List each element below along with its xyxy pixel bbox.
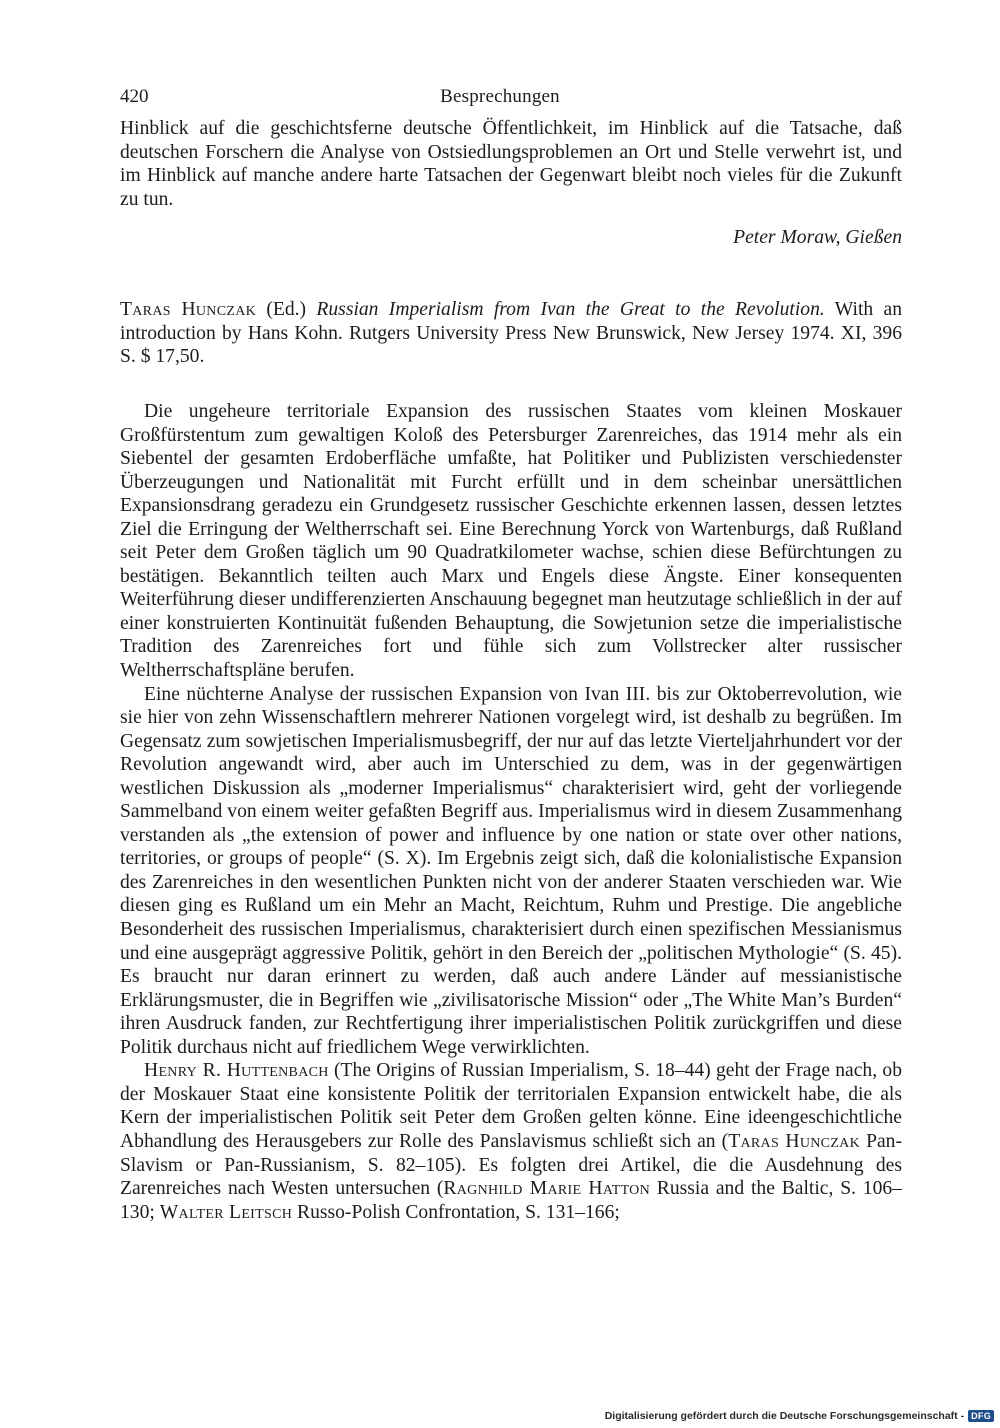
author-name: Walter Leitsch bbox=[159, 1201, 293, 1223]
paragraph-text: Pan-Slavism or Pan-Russianism, S. 82–105). Es folgten drei Artikel, die die Ausdehnung des Zarenreiches nach Westen untersuchen ( bbox=[120, 1130, 902, 1200]
author-name: Henry R. Huttenbach bbox=[144, 1060, 329, 1082]
paragraph-text: Russia and the Baltic, S. 106–130; bbox=[120, 1178, 902, 1223]
review-paragraph-3 bbox=[120, 1059, 902, 1224]
bibliographic-citation bbox=[120, 298, 902, 369]
paragraph-text: Russo-Polish Confrontation, S. 131–166; bbox=[292, 1201, 620, 1223]
funding-note: Digitalisierung gefördert durch die Deutsche Forschungsgemeinschaft - bbox=[604, 1410, 965, 1422]
publication-info: With an introduction by Hans Kohn. Rutgers University Press New Brunswick, New Jersey 1974. XI, 396 S. $ 17,50. bbox=[120, 299, 903, 368]
bibliographic-entry bbox=[120, 298, 902, 369]
page-number: 420 bbox=[120, 86, 149, 107]
dfg-logo: DFG bbox=[968, 1410, 994, 1422]
carryover-paragraph: Hinblick auf die geschichtsferne deutsche Öffentlichkeit, im Hinblick auf die Tatsache, daß deutschen Forschern die Analyse von Ostsiedlungsproblemen an Ort und Stelle verwehrt ist, und im Hinblick auf manche andere harte Tatsachen der Gegenwart bleibt noch vieles für die Zukunft zu tun. bbox=[120, 118, 902, 210]
running-head: Besprechungen bbox=[440, 86, 560, 107]
author-name: Taras Hunczak bbox=[728, 1130, 860, 1152]
review-paragraph-1: Die ungeheure territoriale Expansion des russischen Staates vom kleinen Moskauer Großfürstentum zum gewaltigen Koloß des Petersburger Zarenreiches, das 1914 mehr als ein Siebentel der gesamten Erdoberfläche umfaßte, hat Politiker und Publizisten verschiedenster Überzeugungen und Nationalität mit Furcht erfüllt und in dem scheinbar unersättlichen Expansionsdrang geradezu ein Grundgesetz russischer Geschichte erkennen lassen, dessen letztes Ziel die Erringung der Weltherrschaft sei. Eine Berechnung Yorck von Wartenburgs, daß Rußland seit Peter dem Großen täglich um 90 Quadratkilometer wachse, schien diese Befürchtungen zu bestätigen. Bekanntlich teilten auch Marx und Engels diese Ängste. Einer konsequenten Weiterführung dieser undifferenzierten Anschauung begegnet man heutzutage schließlich in der auf einer konstruierten Kontinuität fußenden Behauptung, die Sowjetunion setze die imperialistische Tradition des Zarenreiches fort und fühle sich zum Vollstrecker alter russischer Weltherrschaftspläne berufen. bbox=[120, 401, 902, 682]
editor-role: (Ed.) bbox=[256, 299, 317, 320]
author-name: Ragnhild Marie Hatton bbox=[443, 1178, 650, 1200]
reviewer-signature: Peter Moraw, Gießen bbox=[733, 227, 902, 248]
book-title: Russian Imperialism from Ivan the Great to the Revolution. bbox=[316, 299, 825, 320]
paragraph-text: (The Origins of Russian Imperialism, S. 18–44) geht der Frage nach, ob der Moskauer Staat eine konsistente Politik der territorialen Expansion entwickelt habe, die als Kern der imperialistischen Politik seit Peter dem Großen gelten könne. Eine ideengeschichtliche Abhandlung des Herausgebers zur Rolle des Panslavismus schließt sich an ( bbox=[120, 1060, 902, 1152]
review-body bbox=[120, 400, 902, 1224]
previous-review-closing-paragraph bbox=[120, 117, 902, 211]
digitization-footer bbox=[605, 1410, 994, 1422]
editor-name: Taras Hunczak bbox=[120, 299, 257, 320]
review-paragraph-2: Eine nüchterne Analyse der russischen Expansion von Ivan III. bis zur Oktoberrevolution, wie sie hier von zehn Wissenschaftlern mehrerer Nationen vorgelegt wird, ist deshalb zu begrüßen. Im Gegensatz zum sowjetischen Imperialismusbegriff, der nur auf das letzte Vierteljahrhundert vor der Revolution angewandt wird, aber auch im Unterschied zu dem, was in der gegenwärtigen westlichen Diskussion als „moderner Imperialismus“ charakterisiert wird, geht der vorliegende Sammelband von einem weiter gefaßten Begriff aus. Imperialismus wird in diesem Zusammenhang verstanden als „the extension of power and influence by one nation or state over other nations, territories, or groups of people“ (S. X). Im Ergebnis zeigt sich, daß die kolonialistische Expansion des Zarenreiches in den wesentlichen Punkten nicht von der anderer Staaten verschieden war. Wie diesen ging es Rußland um ein Mehr an Macht, Reichtum, Ruhm und Prestige. Die angebliche Besonderheit des russischen Imperialismus, charakterisiert durch einen spezifischen Messianismus und eine ausgeprägt aggressive Politik, gehört in den Bereich der „politischen Mythologie“ (S. 45). Es braucht nur daran erinnert zu werden, daß auch andere Länder auf messianistische Erklärungsmuster, die in Begriffen wie „zivilisatorische Mission“ oder „The White Man’s Burden“ ihren Ausdruck fanden, zur Rechtfertigung ihrer imperialistischen Politik zurückgriffen und diese Politik durchaus nicht auf friedlichem Wege verwirklichten. bbox=[120, 683, 902, 1058]
